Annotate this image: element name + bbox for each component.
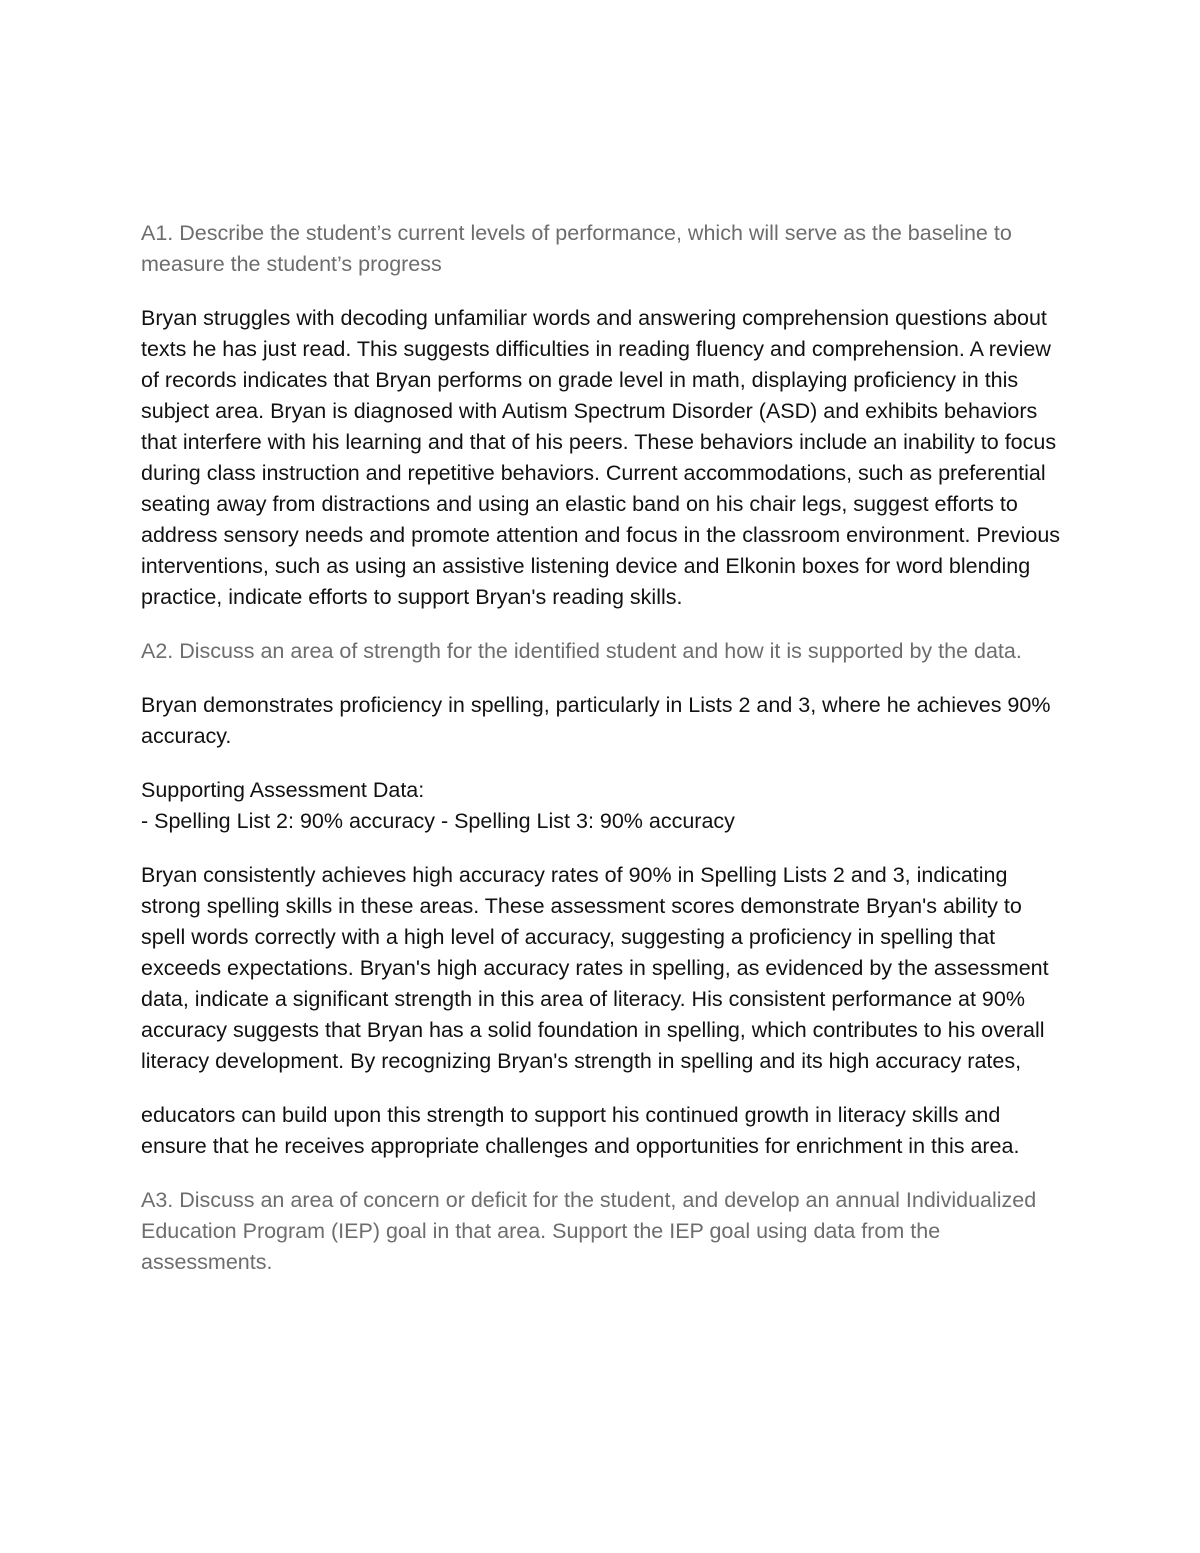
a2-answer-paragraph-3: educators can build upon this strength to support his continued growth in literacy skills and ensure that he receives appropriate challenges and opportunities for enrichment in this area. (141, 1103, 1020, 1158)
a2-answer-paragraph-2: Bryan consistently achieves high accuracy rates of 90% in Spelling Lists 2 and 3, indicating strong spelling skills in these areas. These assessment scores demonstrate Bryan's ability to spell words correctly with a high level of accuracy, suggesting a proficiency in spelling that exceeds expectations. Bryan's high accuracy rates in spelling, as evidenced by the assessment data, indicate a significant strength in this area of literacy. His consistent performance at 90% accuracy suggests that Bryan has a solid foundation in spelling, which contributes to his overall literacy development. By recognizing Bryan's strength in spelling and its high accuracy rates, (141, 863, 1049, 1073)
a2-answer-paragraph-1: Bryan demonstrates proficiency in spelling, particularly in Lists 2 and 3, where he achieves 90% accuracy. (141, 693, 1051, 748)
a1-prompt: A1. Describe the student’s current levels of performance, which will serve as the baseline to measure the student’s progress (141, 221, 1012, 276)
a2-supporting-heading: Supporting Assessment Data: (141, 778, 425, 802)
a2-supporting-data (141, 775, 1071, 837)
a1-answer-paragraph: Bryan struggles with decoding unfamiliar words and answering comprehension questions about texts he has just read. This suggests difficulties in reading fluency and comprehension. A review of records indicates that Bryan performs on grade level in math, displaying proficiency in this subject area. Bryan is diagnosed with Autism Spectrum Disorder (ASD) and exhibits behaviors that interfere with his learning and that of his peers. These behaviors include an inability to focus during class instruction and repetitive behaviors. Current accommodations, such as preferential seating away from distractions and using an elastic band on his chair legs, suggest efforts to address sensory needs and promote attention and focus in the classroom environment. Previous interventions, such as using an assistive listening device and Elkonin boxes for word blending practice, indicate efforts to support Bryan's reading skills. (141, 306, 1061, 609)
document-page (141, 218, 1071, 1301)
a2-prompt: A2. Discuss an area of strength for the identified student and how it is supported by the data. (141, 639, 1022, 663)
a2-supporting-line: - Spelling List 2: 90% accuracy - Spelling List 3: 90% accuracy (141, 809, 735, 833)
a3-prompt: A3. Discuss an area of concern or deficit for the student, and develop an annual Individualized Education Program (IEP) goal in that area. Support the IEP goal using data from the assessments. (141, 1188, 1037, 1274)
